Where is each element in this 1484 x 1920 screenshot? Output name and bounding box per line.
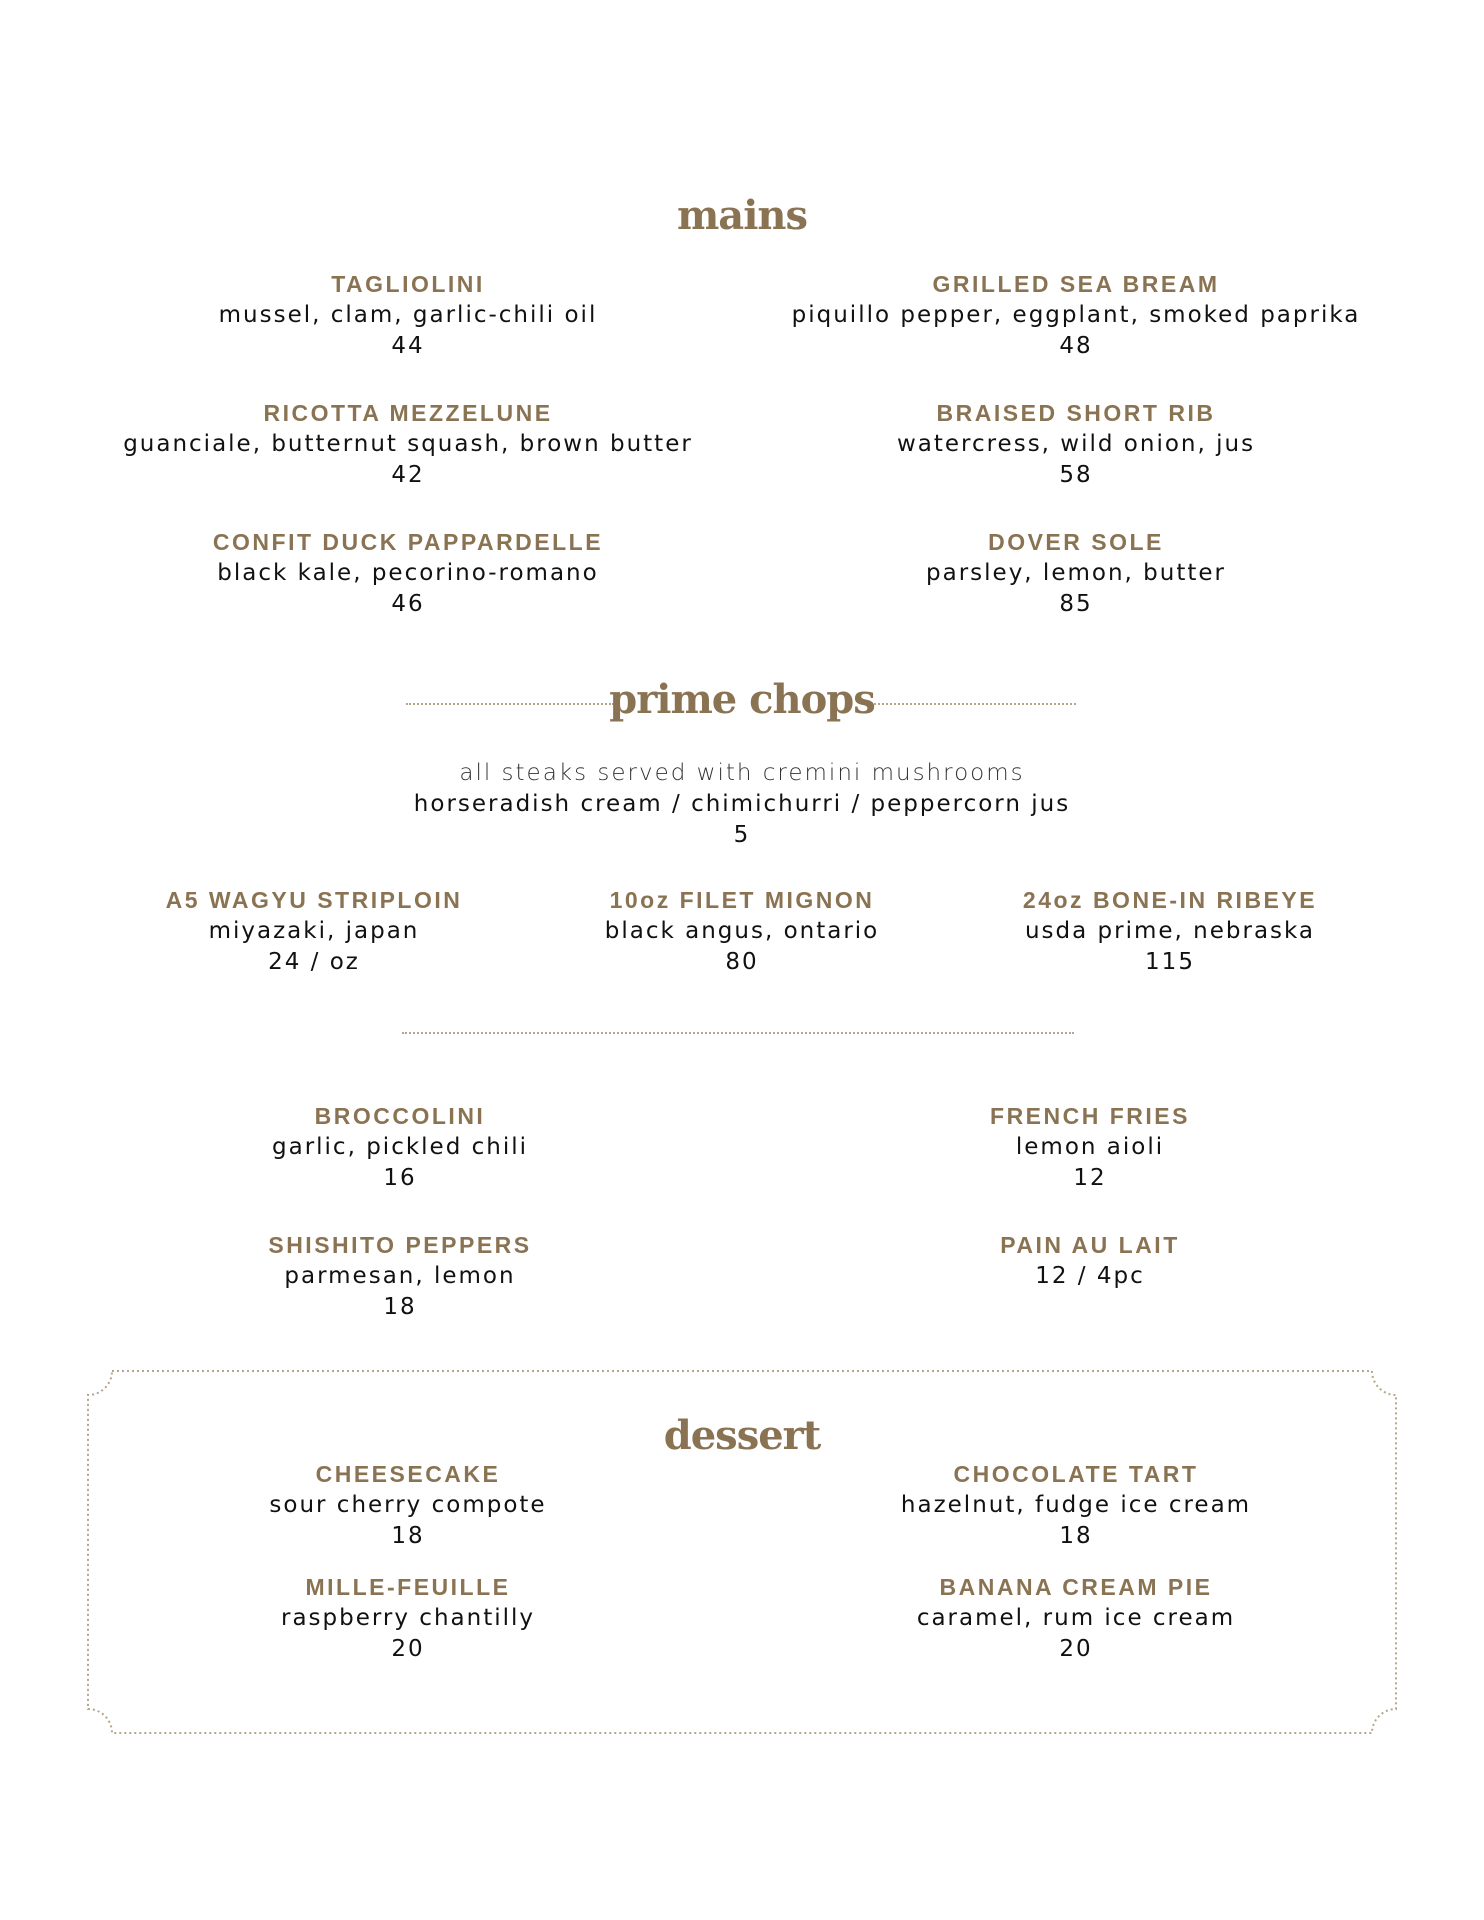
item-description: mussel, clam, garlic-chili oil xyxy=(218,302,598,328)
item-name: RICOTTA MEZZELUNE xyxy=(263,400,553,426)
menu-item xyxy=(88,1458,728,1552)
item-description: garlic, pickled chili xyxy=(272,1134,528,1160)
item-name: BRAISED SHORT RIB xyxy=(936,400,1216,426)
item-price: 48 xyxy=(1059,333,1093,359)
menu-item xyxy=(88,1571,728,1665)
steak-note-line: all steaks served with cremini mushrooms xyxy=(459,760,1025,786)
item-description: hazelnut, fudge ice cream xyxy=(900,1492,1252,1518)
menu-item xyxy=(756,1458,1396,1552)
item-name: 10oz FILET MIGNON xyxy=(609,887,875,913)
item-name: CHOCOLATE TART xyxy=(953,1461,1199,1487)
mains-title: mains xyxy=(676,192,808,239)
sauce-price: 5 xyxy=(733,822,751,848)
item-description: miyazaki, japan xyxy=(208,918,420,944)
section-divider xyxy=(402,1032,1074,1034)
sauce-options: horseradish cream / chimichurri / peppercorn jus xyxy=(413,791,1071,817)
item-price: 115 xyxy=(1145,949,1195,975)
menu-item xyxy=(756,526,1396,620)
menu-item xyxy=(88,268,728,362)
menu-item xyxy=(80,1229,720,1323)
item-description: parsley, lemon, butter xyxy=(926,560,1226,586)
item-price: 18 xyxy=(383,1294,417,1320)
item-description: lemon aioli xyxy=(1015,1134,1165,1160)
item-name: TAGLIOLINI xyxy=(331,271,485,297)
item-name: DOVER SOLE xyxy=(988,529,1164,555)
menu-item xyxy=(756,1571,1396,1665)
item-price: 18 xyxy=(391,1523,425,1549)
menu-item xyxy=(756,397,1396,491)
item-price: 46 xyxy=(391,591,425,617)
item-price: 42 xyxy=(391,462,425,488)
item-description: black kale, pecorino-romano xyxy=(217,560,599,586)
item-name: BROCCOLINI xyxy=(314,1103,486,1129)
menu-item xyxy=(770,1229,1410,1292)
item-name: MILLE-FEUILLE xyxy=(305,1574,511,1600)
item-name: GRILLED SEA BREAM xyxy=(932,271,1220,297)
item-description: sour cherry compote xyxy=(269,1492,547,1518)
item-name: A5 WAGYU STRIPLOIN xyxy=(165,887,463,913)
menu-item xyxy=(876,884,1464,978)
item-description: raspberry chantilly xyxy=(280,1605,535,1631)
item-price: 18 xyxy=(1059,1523,1093,1549)
item-name: CONFIT DUCK PAPPARDELLE xyxy=(212,529,604,555)
item-description: parmesan, lemon xyxy=(284,1263,516,1289)
item-price: 80 xyxy=(725,949,759,975)
dessert-title: dessert xyxy=(663,1412,821,1459)
item-name: FRENCH FRIES xyxy=(990,1103,1190,1129)
menu-item xyxy=(770,1100,1410,1194)
item-description: guanciale, butternut squash, brown butter xyxy=(123,431,693,457)
item-description: piquillo pepper, eggplant, smoked paprika xyxy=(791,302,1361,328)
item-description: caramel, rum ice cream xyxy=(916,1605,1236,1631)
prime-chops-title: prime chops xyxy=(609,676,875,723)
item-price: 44 xyxy=(391,333,425,359)
item-price: 16 xyxy=(383,1165,417,1191)
item-name: 24oz BONE-IN RIBEYE xyxy=(1022,887,1318,913)
item-description: 12 / 4pc xyxy=(1035,1263,1145,1289)
item-description: usda prime, nebraska xyxy=(1024,918,1316,944)
menu-item xyxy=(756,268,1396,362)
steak-note xyxy=(0,758,1484,851)
item-name: BANANA CREAM PIE xyxy=(939,1574,1213,1600)
menu-item xyxy=(88,397,728,491)
item-description: watercress, wild onion, jus xyxy=(896,431,1256,457)
item-price: 85 xyxy=(1059,591,1093,617)
menu-item xyxy=(88,526,728,620)
item-price: 58 xyxy=(1059,462,1093,488)
item-name: PAIN AU LAIT xyxy=(1000,1232,1180,1258)
item-price: 20 xyxy=(1059,1636,1093,1662)
item-price: 24 / oz xyxy=(268,949,360,975)
item-name: SHISHITO PEPPERS xyxy=(268,1232,532,1258)
item-price: 12 xyxy=(1073,1165,1107,1191)
item-price: 20 xyxy=(391,1636,425,1662)
menu-item xyxy=(80,1100,720,1194)
item-description: black angus, ontario xyxy=(604,918,880,944)
item-name: CHEESECAKE xyxy=(315,1461,501,1487)
